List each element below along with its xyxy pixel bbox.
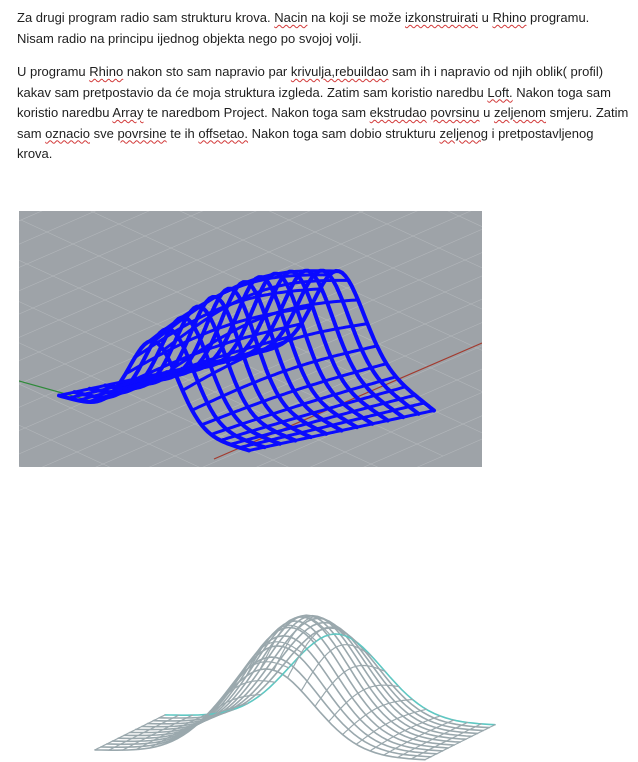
paragraph-process	[17, 62, 629, 165]
misspelled-word[interactable]: Loft.	[487, 84, 513, 100]
text-run: sve	[89, 125, 118, 141]
text-run: programu. Nisam radio na principu ijednog objekta nego po svojoj volji.	[17, 10, 590, 46]
paragraph-intro	[17, 8, 629, 49]
misspelled-word[interactable]: krivulja,rebuildao	[290, 64, 389, 79]
text-run: Nakon toga sam koristio naredbu	[17, 84, 611, 120]
misspelled-word[interactable]: zeljenom	[493, 105, 547, 120]
misspelled-word[interactable]: Array	[112, 105, 144, 120]
text-run: i pretpostavljenog krova.	[17, 125, 594, 161]
text-run: Nakon toga sam dobio strukturu	[248, 125, 440, 141]
misspelled-word[interactable]: izkonstruirati	[405, 10, 478, 25]
text-run: u	[477, 10, 493, 25]
text-run: sam ih i napravio od njih oblik( profil) kakav sam pretpostavio da će moja struktura izgleda. Zatim sam koristio naredbu	[17, 64, 604, 100]
rendered-roof-lattice	[95, 615, 495, 760]
text-run: U programu	[17, 64, 90, 79]
text-run: te naredbom Project. Nakon toga sam	[143, 105, 370, 120]
render-curve	[148, 618, 478, 733]
text-run: na koji se može	[307, 10, 406, 25]
misspelled-word[interactable]: offsetao.	[198, 125, 249, 141]
render-curve	[301, 645, 371, 691]
misspelled-word[interactable]: Rhino	[492, 10, 527, 25]
misspelled-word[interactable]: zeljenog	[439, 125, 488, 141]
text-run: u	[479, 105, 494, 120]
misspelled-word[interactable]: povrsine	[117, 125, 167, 141]
misspelled-word[interactable]: povrsinu	[430, 105, 480, 120]
misspelled-word[interactable]: oznacio	[45, 125, 90, 141]
text-run: smjeru. Zatim sam	[17, 105, 629, 141]
misspelled-word[interactable]: ekstrudao	[369, 105, 427, 120]
misspelled-word[interactable]: Rhino	[89, 64, 124, 79]
text-run: te ih	[166, 125, 199, 141]
rendered-roof-image	[80, 580, 510, 762]
text-run: nakon sto sam napravio par	[123, 64, 291, 79]
misspelled-word[interactable]: Nacin	[274, 10, 308, 25]
rhino-viewport-image	[19, 211, 482, 467]
render-curve	[425, 725, 495, 760]
text-run: Za drugi program radio sam strukturu krova.	[17, 10, 275, 25]
